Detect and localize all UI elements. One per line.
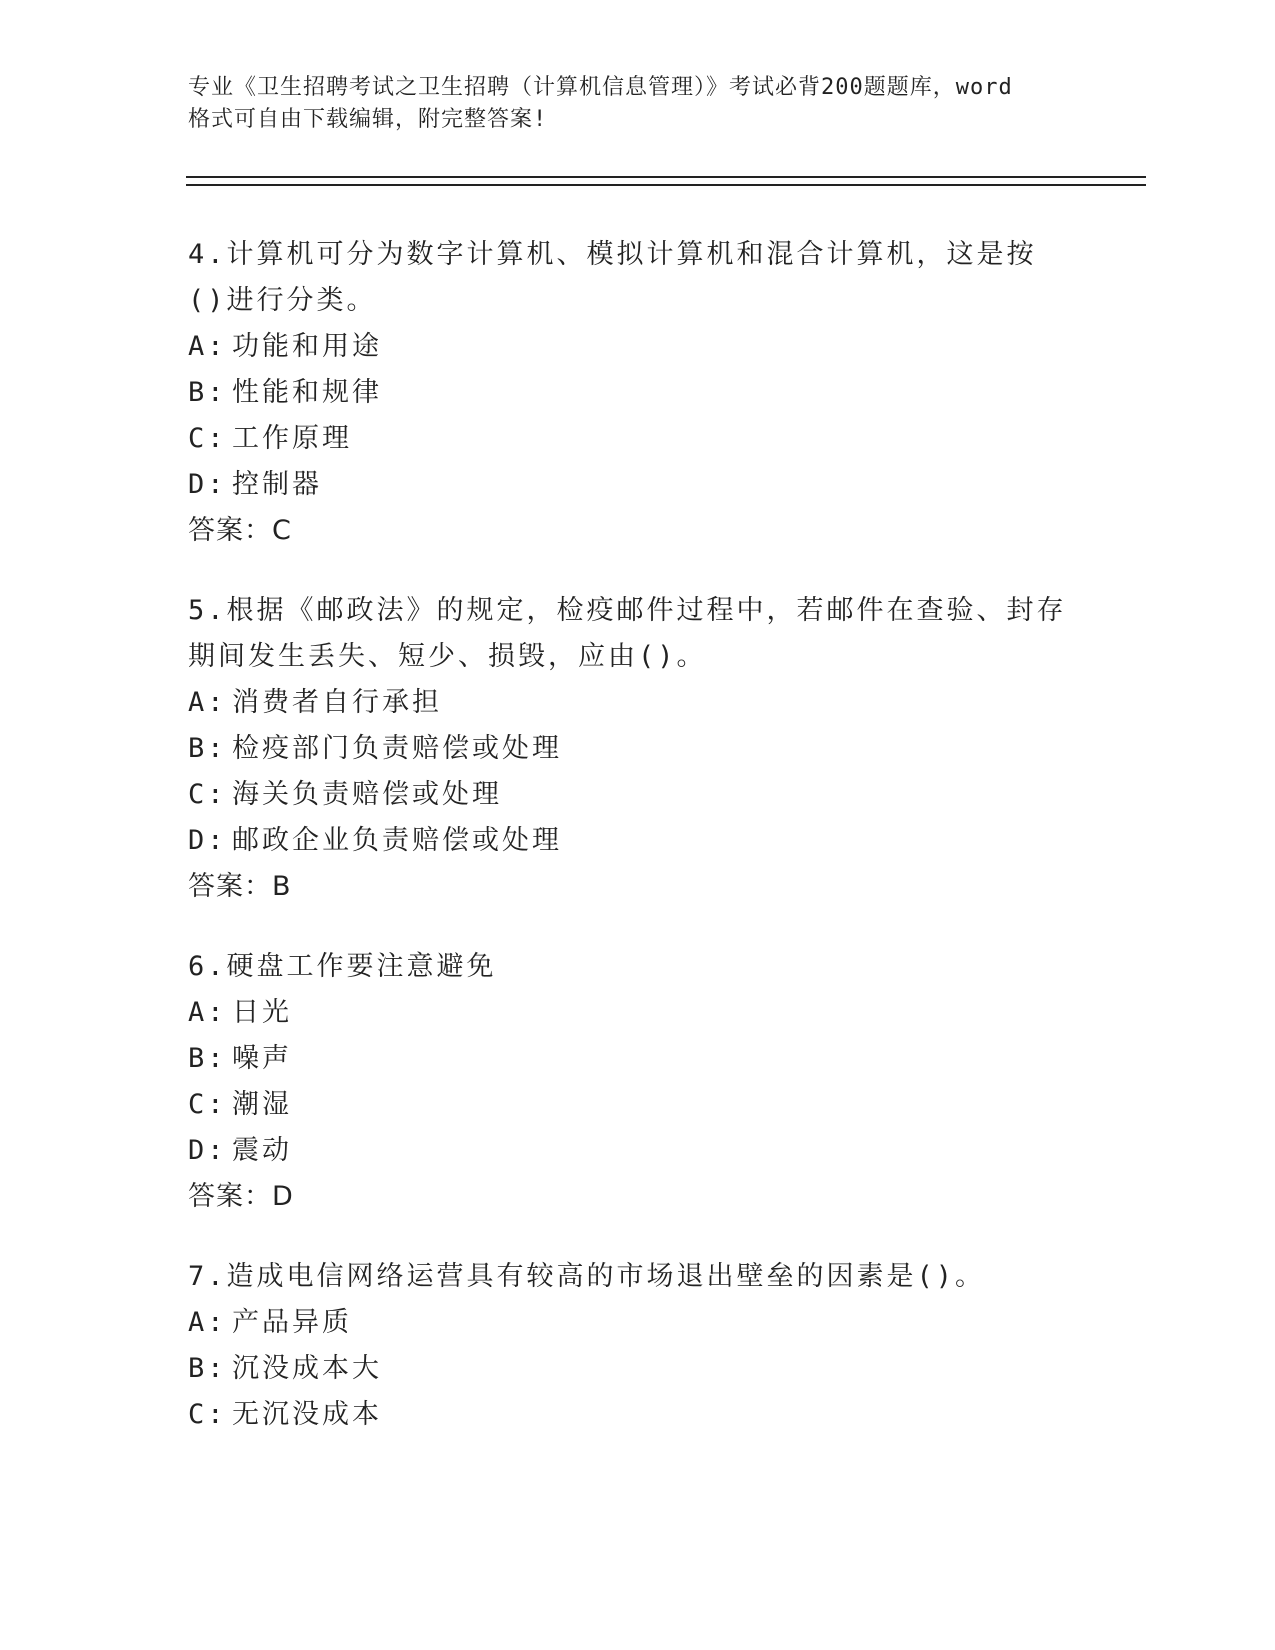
option-text: 震动 — [232, 1135, 292, 1166]
header-double-rule — [186, 176, 1146, 186]
question-text: 7.造成电信网络运营具有较高的市场退出壁垒的因素是()。 — [188, 1261, 986, 1292]
option-text: 功能和用途 — [232, 331, 382, 362]
option-text: 潮湿 — [232, 1089, 292, 1120]
document-header — [188, 72, 1088, 136]
option-key: C: — [188, 1399, 227, 1430]
option-row — [188, 990, 1068, 1036]
option-row — [188, 1346, 1068, 1392]
option-row — [188, 1128, 1068, 1174]
option-row — [188, 462, 1068, 508]
option-text: 检疫部门负责赔偿或处理 — [232, 733, 562, 764]
option-row — [188, 1300, 1068, 1346]
question-text: 6.硬盘工作要注意避免 — [188, 951, 497, 982]
question-text: 5.根据《邮政法》的规定，检疫邮件过程中，若邮件在查验、封存期间发生丢失、短少、损毁，应由()。 — [188, 595, 1067, 672]
answer-value: C — [272, 515, 292, 546]
answer-line — [188, 508, 1068, 554]
option-row — [188, 1082, 1068, 1128]
header-line-1: 专业《卫生招聘考试之卫生招聘（计算机信息管理）》考试必背200题题库，word — [188, 75, 1013, 100]
option-key: B: — [188, 1043, 227, 1074]
option-text: 沉没成本大 — [232, 1353, 382, 1384]
option-row — [188, 1392, 1068, 1438]
option-row — [188, 680, 1068, 726]
option-text: 控制器 — [232, 469, 322, 500]
option-row — [188, 818, 1068, 864]
option-key: B: — [188, 377, 227, 408]
option-key: A: — [188, 687, 227, 718]
answer-line — [188, 864, 1068, 910]
option-text: 海关负责赔偿或处理 — [232, 779, 502, 810]
option-row — [188, 370, 1068, 416]
option-key: D: — [188, 825, 227, 856]
answer-value: B — [272, 871, 292, 902]
question-block — [188, 944, 1068, 1220]
option-key: C: — [188, 779, 227, 810]
option-key: A: — [188, 1307, 227, 1338]
answer-line — [188, 1174, 1068, 1220]
answer-label: 答案： — [188, 515, 272, 546]
answer-value: D — [272, 1181, 294, 1212]
option-key: D: — [188, 469, 227, 500]
option-row — [188, 726, 1068, 772]
option-row — [188, 772, 1068, 818]
option-text: 无沉没成本 — [232, 1399, 382, 1430]
option-text: 邮政企业负责赔偿或处理 — [232, 825, 562, 856]
option-text: 噪声 — [232, 1043, 292, 1074]
question-block — [188, 232, 1068, 554]
option-row — [188, 1036, 1068, 1082]
answer-label: 答案： — [188, 1181, 272, 1212]
question-list — [188, 232, 1068, 1472]
question-block — [188, 1254, 1068, 1438]
option-text: 消费者自行承担 — [232, 687, 442, 718]
option-key: C: — [188, 423, 227, 454]
option-key: B: — [188, 1353, 227, 1384]
option-key: A: — [188, 997, 227, 1028]
header-line-2: 格式可自由下载编辑，附完整答案! — [188, 107, 548, 132]
option-key: A: — [188, 331, 227, 362]
option-key: C: — [188, 1089, 227, 1120]
option-text: 工作原理 — [232, 423, 352, 454]
answer-label: 答案： — [188, 871, 272, 902]
option-row — [188, 416, 1068, 462]
question-text: 4.计算机可分为数字计算机、模拟计算机和混合计算机，这是按()进行分类。 — [188, 239, 1037, 316]
option-key: B: — [188, 733, 227, 764]
option-text: 性能和规律 — [232, 377, 382, 408]
option-text: 日光 — [232, 997, 292, 1028]
question-block — [188, 588, 1068, 910]
option-key: D: — [188, 1135, 227, 1166]
option-row — [188, 324, 1068, 370]
option-text: 产品异质 — [232, 1307, 352, 1338]
